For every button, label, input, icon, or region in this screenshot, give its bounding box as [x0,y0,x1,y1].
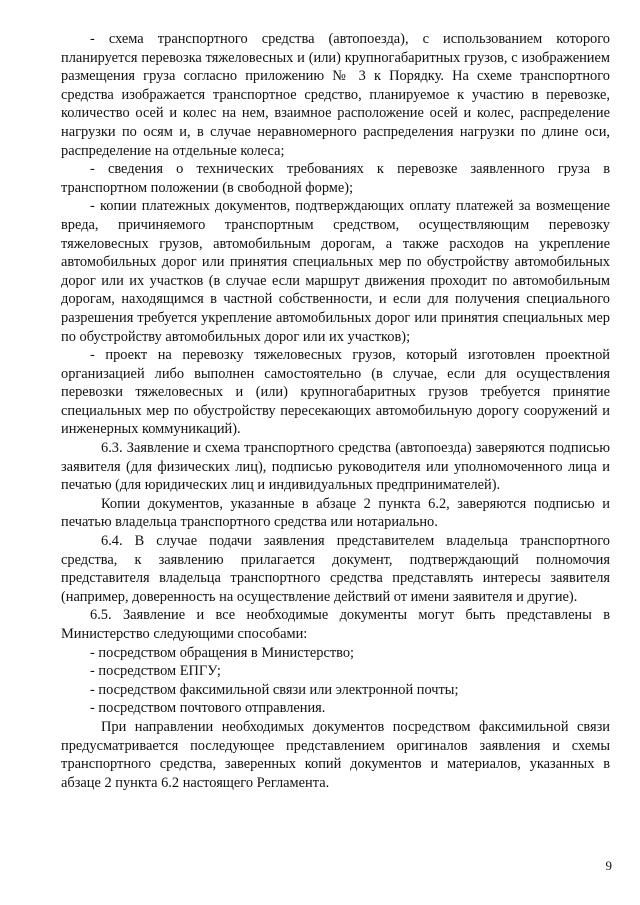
paragraph-vehicle-scheme: - схема транспортного средства (автопоезда), с использованием которого планируется перевозка тяжеловесных и (или) крупногабаритных грузов, с изображением размещения груза согласно приложению № 3 к Порядку. На схеме транспортного средства изображается транспортное средство, планируемое к участию в перевозке, количество осей и колес на нем, взаимное расположение осей и колес, распределение нагрузки по осям и, в случае неравномерного распределения нагрузки по длине оси, распределение на отдельные колеса; [61,31,610,159]
paragraph-6-4: 6.4. В случае подачи заявления представителем владельца транспортного средства, к заявлению прилагается документ, подтверждающий полномочия представителя владельца транспортного средства представлять интересы заявителя (например, доверенность на осуществление действий от имени заявителя и другие). [61,533,610,605]
paragraph-fax-originals: При направлении необходимых документов посредством факсимильной связи предусматривается последующее представлением оригиналов заявления и схемы транспортного средства, заверенных копий документов и материалов, указанных в абзаце 2 пункта 6.2 настоящего Регламента. [61,718,610,791]
list-item-post: - посредством почтового отправления. [90,700,326,717]
paragraph-technical-requirements: - сведения о технических требованиях к перевозке заявленного груза в транспортном положении (в свободной форме); [61,161,610,196]
list-item-fax-email: - посредством факсимильной связи или электронной почты; [90,681,459,698]
paragraph-copies-certification: Копии документов, указанные в абзаце 2 пункта 6.2, заверяются подписью и печатью владельца транспортного средства или нотариально. [61,495,610,531]
paragraph-payment-copies: - копии платежных документов, подтверждающих оплату платежей за возмещение вреда, причиняемого транспортным средством, осуществляющим перевозку тяжеловесных грузов, автомобильным дорогам, а также расходов на укрепление автомобильных дорог или принятия специальных мер по обустройству автомобильных дорог или их участков (в случае если маршрут движения проходит по автомобильным дорогам, находящимся в частной собственности, и если для получения специального разрешения требуется укрепление автомобильных дорог или принятия специальных мер по обустройству автомобильных дорог или их участков); [61,198,610,345]
paragraph-transport-project: - проект на перевозку тяжеловесных грузов, который изготовлен проектной организацией либо выполнен самостоятельно (в случае, если для осуществления перевозки тяжеловесных и (или) крупногабаритных грузов требуется принятие специальных мер по обустройству пересекающих автомобильную дорогу сооружений и инженерных коммуникаций). [61,347,610,438]
list-item-ministry: - посредством обращения в Министерство; [90,644,355,661]
paragraph-6-5: 6.5. Заявление и все необходимые документы могут быть представлены в Министерство следующими способами: [61,607,610,642]
paragraph-6-3: 6.3. Заявление и схема транспортного средства (автопоезда) заверяются подписью заявителя (для физических лиц), подписью руководителя или уполномоченного лица и печатью (для юридических лиц и индивидуальных предпринимателей). [61,440,610,494]
document-body [61,30,610,792]
list-item-epgu: - посредством ЕПГУ; [90,663,221,680]
page-number: 9 [605,858,612,873]
